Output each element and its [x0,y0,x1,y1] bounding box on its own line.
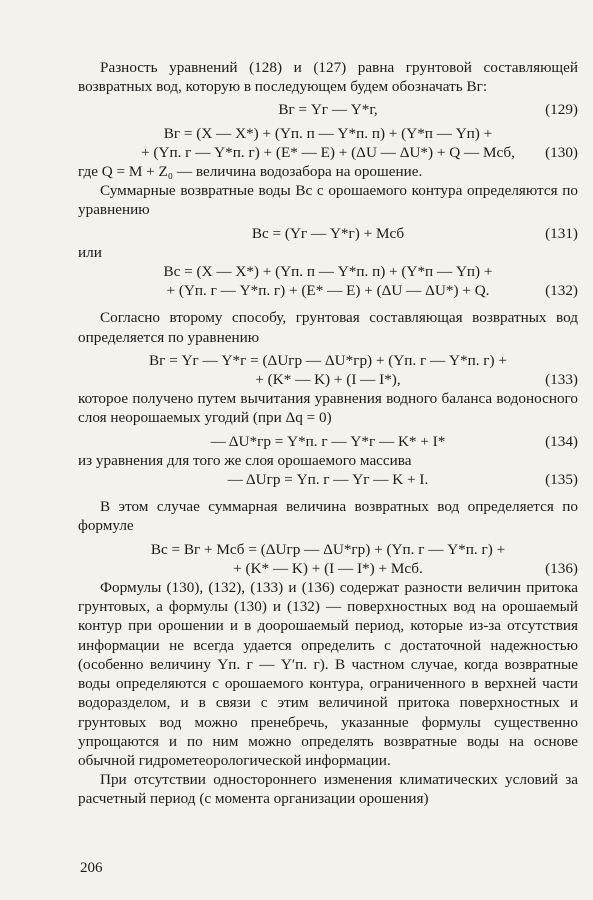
paragraph-7: из уравнения для того же слоя орошаемого массива [78,451,412,469]
equation-133-line-1 [78,351,578,370]
equation-130-line-2 [78,143,578,162]
equation-133-line-1-text: Bг = Yг — Y*г = (ΔUгр — ΔU*гр) + (Yп. г — Y*п. г) + [149,351,507,369]
equation-130-line-1 [78,124,578,143]
paragraph-2: где Q = M + Z₀ — величина водозабора на орошение. [78,163,423,181]
equation-133-line-2-text: + (K* — K) + (I — I*), [255,371,401,389]
page-number: 206 [80,860,103,876]
equation-number-135: (135) [545,471,578,489]
paragraph-6: которое получено путем вычитания уравнения водного баланса водоносного слоя неорошаемых угодий (при Δq = 0) [78,390,578,427]
equation-132-line-2-text: + (Yп. г — Y*п. г) + (E* — E) + (ΔU — ΔU*) + Q. [166,282,490,300]
equation-136-line-2 [78,559,578,578]
equation-129-text: Bг = Yг — Y*г, [278,101,378,119]
equation-134-text: — ΔU*гр = Y*п. г — Y*г — K* + I* [210,432,446,450]
paragraph-5: Согласно второму способу, грунтовая составляющая возвратных вод определяется по уравнению [78,309,578,346]
paragraph-3: Суммарные возвратные воды Bс с орошаемого контура определяются по уравнению [78,182,578,219]
paragraph-8: В этом случае суммарная величина возвратных вод определяется по формуле [78,498,578,535]
equation-134 [78,432,578,451]
paragraph-10: При отсутствии одностороннего изменения климатических условий за расчетный период (с момента организации орошения) [78,771,578,808]
equation-number-129: (129) [545,101,578,119]
equation-number-131: (131) [545,224,578,242]
paragraph-9: Формулы (130), (132), (133) и (136) содержат разности величин притока грунтовых, а формулы (130) и (132) — поверхностных вод на орошаемый контур при орошении и в доорошаемый период, которые из-за отсутствия информации не всегда удается определить с достаточной надежностью (особенно величину Yп. г — Y′п. г). В частном случае, когда возвратные воды определяются с орошаемого контура, ограниченного в верхней части водоразделом, и в связи с этим величиной притока поверхностных и грунтовых вод можно пренебречь, указанные формулы существенно упрощаются и по ним можно определять возвратные воды на основе обычной гидрометеорологической информации. [78,579,578,769]
equation-132-line-1-text: Bс = (X — X*) + (Yп. п — Y*п. п) + (Y*п — Yп) + [163,263,493,281]
paragraph-1: Разность уравнений (128) и (127) равна грунтовой составляющей возвратных вод, которую в последующем будем обозначать Bг: [78,59,578,96]
equation-number-134: (134) [545,432,578,450]
equation-135 [78,470,578,489]
equation-135-text: — ΔUгр = Yп. г — Yг — K + I. [227,471,429,489]
equation-130-line-2-text: + (Yп. г — Y*п. г) + (E* — E) + (ΔU — ΔU*) + Q — Mсб, [141,143,515,161]
equation-129 [78,100,578,119]
equation-136-line-1 [78,540,578,559]
equation-number-133: (133) [545,371,578,389]
equation-136-line-2-text: + (K* — K) + (I — I*) + Mсб. [233,559,423,577]
page-body [78,58,578,809]
equation-132-line-2 [78,281,578,300]
equation-number-130: (130) [545,143,578,161]
paragraph-4: или [78,243,102,261]
equation-133-line-2 [78,370,578,389]
equation-131-text: Bс = (Yг — Y*г) + Mсб [251,224,405,242]
equation-number-136: (136) [545,559,578,577]
equation-131 [78,224,578,243]
equation-130-line-1-text: Bг = (X — X*) + (Yп. п — Y*п. п) + (Y*п — Yп) + [163,124,493,142]
equation-number-132: (132) [545,282,578,300]
equation-136-line-1-text: Bс = Bг + Mсб = (ΔUгр — ΔU*гр) + (Yп. г — Y*п. г) + [150,540,506,558]
equation-132-line-1 [78,262,578,281]
